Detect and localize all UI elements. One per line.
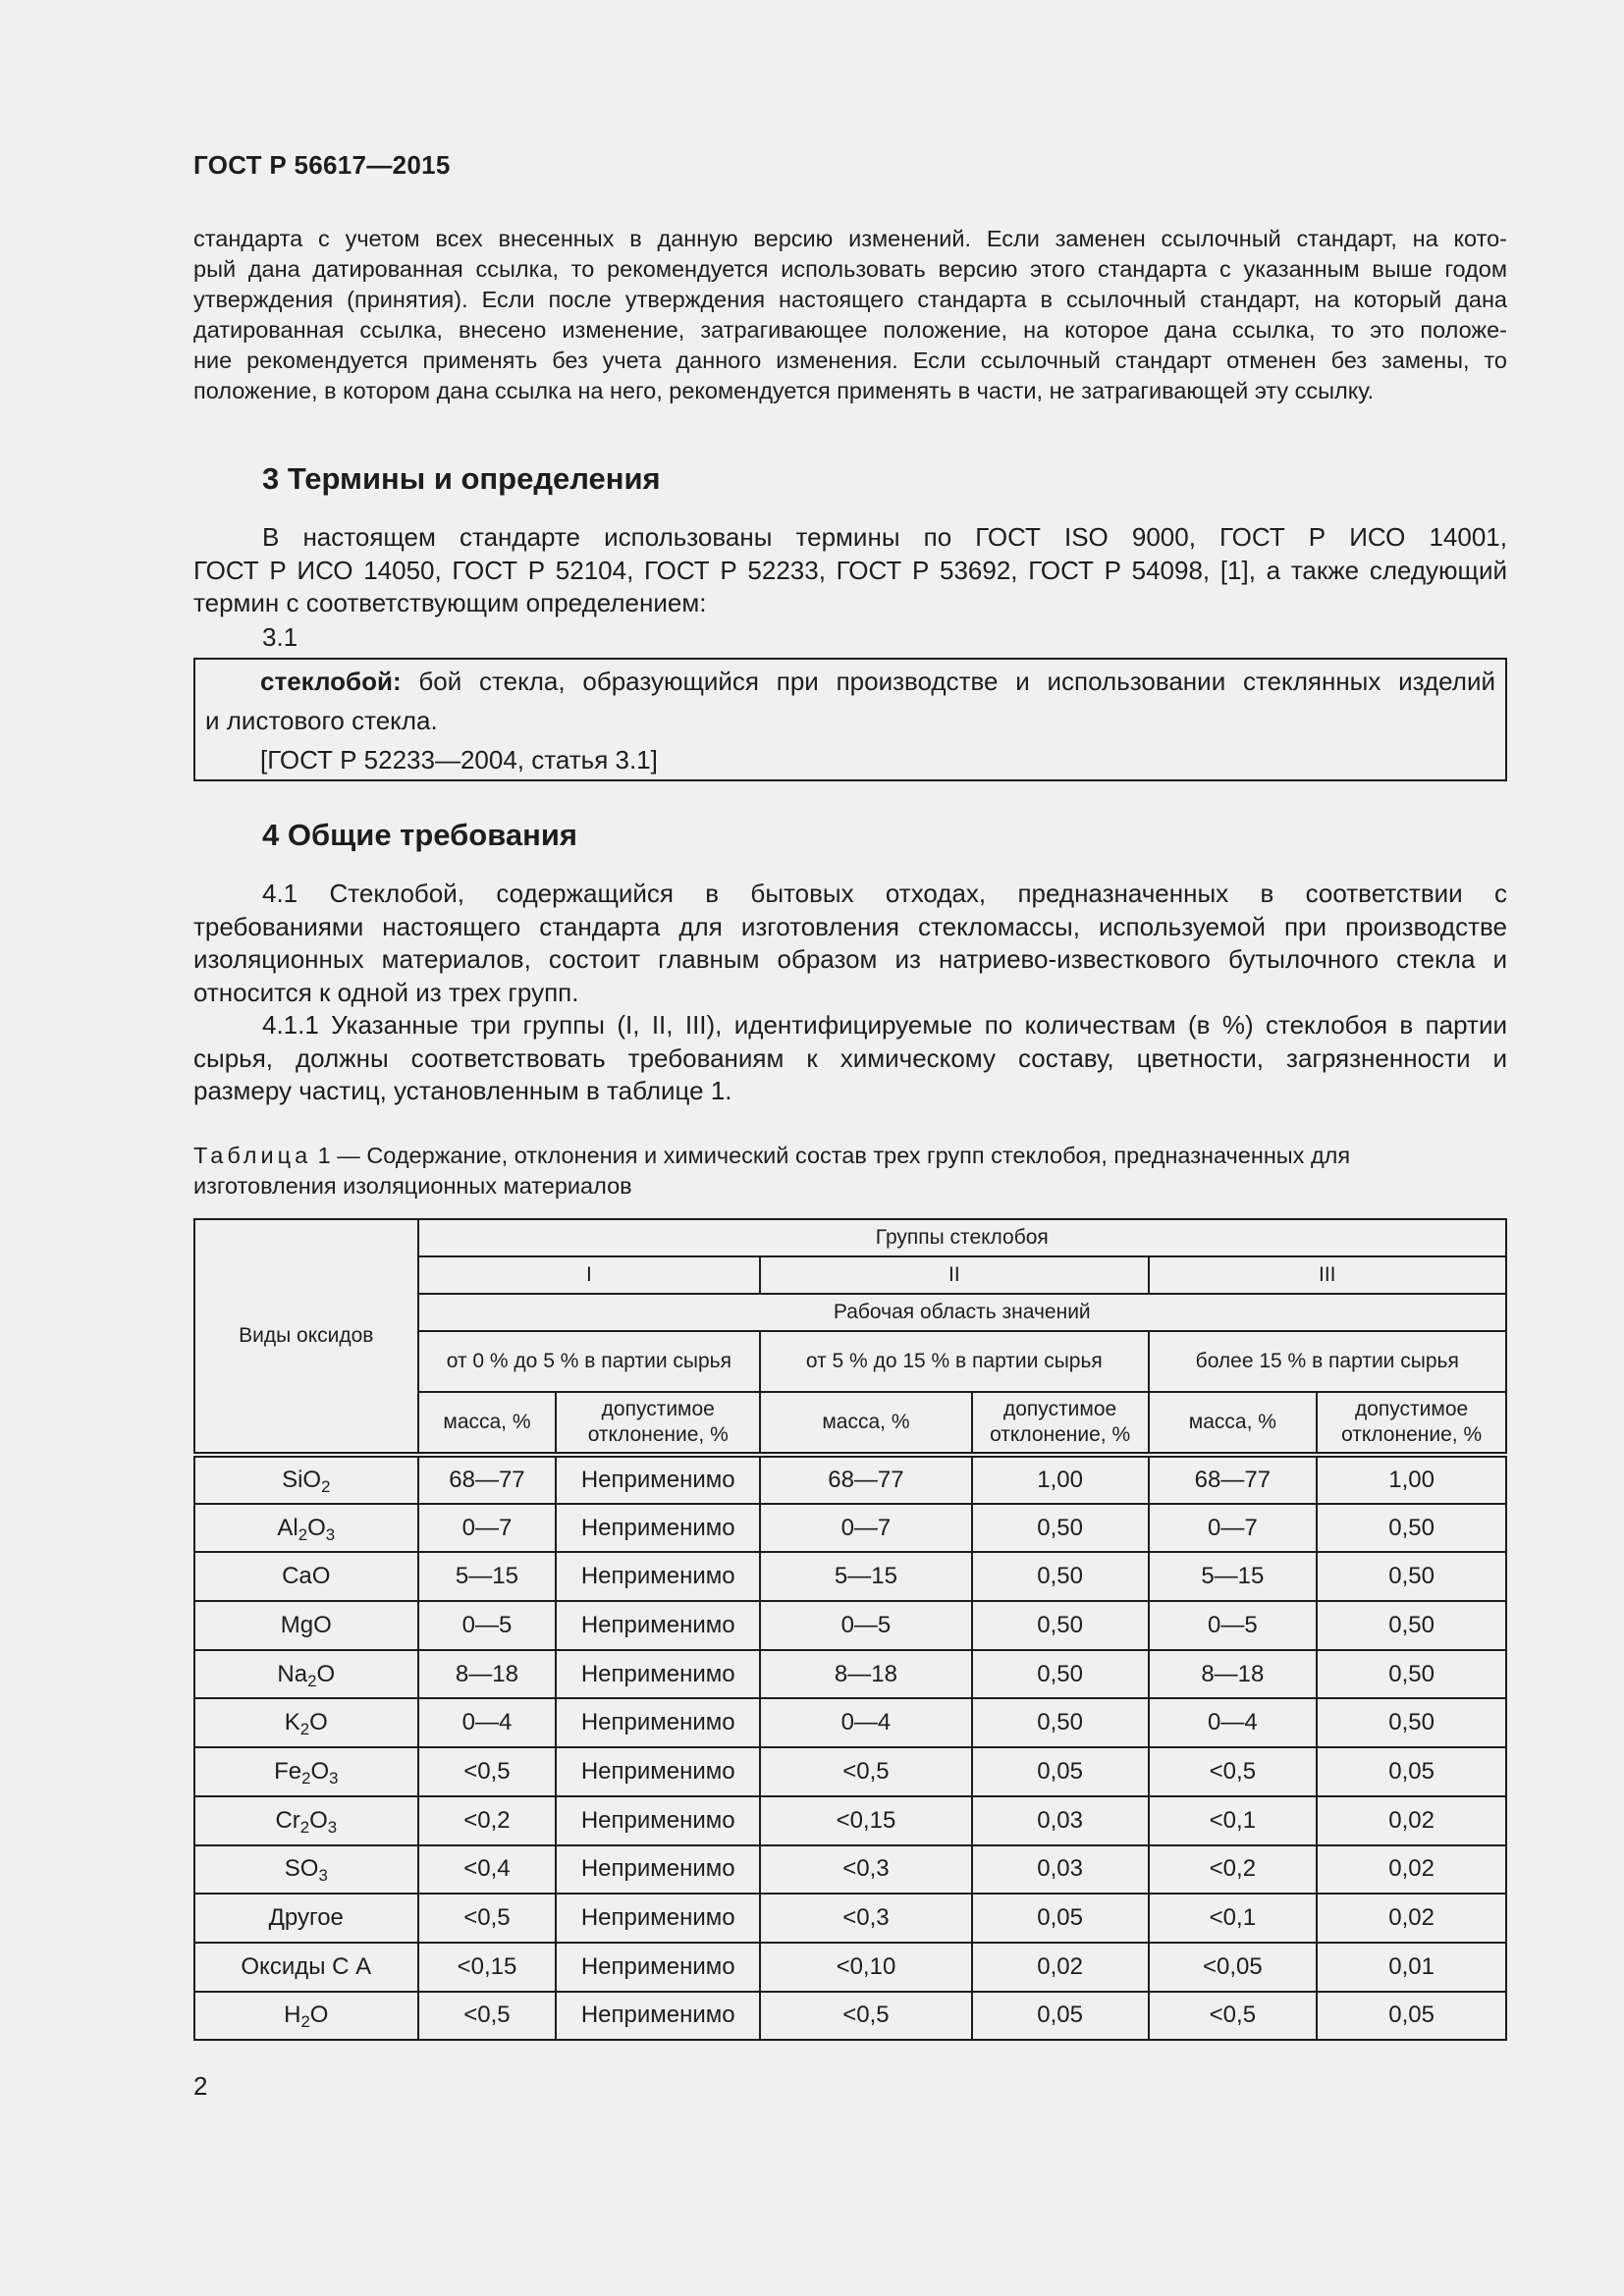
table-row — [194, 1796, 1506, 1845]
formula-part: O — [307, 1514, 326, 1541]
deviation-column-header — [556, 1392, 760, 1455]
section-4-1-paragraph — [193, 878, 1507, 1009]
deviation-cell: 0,03 — [972, 1796, 1149, 1845]
mass-cell: 0—7 — [418, 1504, 557, 1553]
deviation-line: допустимое — [1003, 1398, 1117, 1420]
deviation-cell: 0,50 — [972, 1698, 1149, 1747]
deviation-cell: 0,50 — [1317, 1601, 1506, 1650]
mass-cell: <0,5 — [760, 1992, 972, 2041]
formula-part: Fe — [274, 1757, 302, 1785]
mass-cell: <0,15 — [760, 1796, 972, 1845]
mass-cell: <0,5 — [418, 1894, 557, 1943]
text-line: сырья, должны соответствовать требованиям к химическому составу, цветности, загрязненности и — [193, 1042, 1507, 1073]
group-header: II — [760, 1256, 1148, 1294]
mass-cell: 68—77 — [1149, 1455, 1318, 1504]
deviation-cell: 0,50 — [1317, 1552, 1506, 1601]
text-line: 4.1 Стеклобой, содержащийся в бытовых отходах, предназначенных в соответствии с — [262, 879, 1507, 908]
section-3-heading: 3 Термины и определения — [262, 461, 661, 496]
term-number: 3.1 — [262, 622, 298, 652]
oxide-name-cell — [194, 1650, 418, 1699]
range-header: Рабочая область значений — [418, 1294, 1506, 1331]
text-line: В настоящем стандарте использованы термины по ГОСТ ISO 9000, ГОСТ Р ИСО 14001, — [262, 522, 1507, 552]
table-row — [194, 1601, 1506, 1650]
mass-cell: 68—77 — [418, 1455, 557, 1504]
mass-cell: <0,15 — [418, 1943, 557, 1992]
deviation-cell: Неприменимо — [556, 1992, 760, 2041]
formula-part: Другое — [268, 1904, 344, 1932]
caption-text: 1 — Содержание, отклонения и химический состав трех групп стеклобоя, предназначенных для — [311, 1143, 1351, 1168]
formula-part: Na — [277, 1660, 308, 1687]
deviation-cell: 0,05 — [1317, 1992, 1506, 2041]
definition-line — [205, 662, 1495, 701]
deviation-cell: 0,05 — [972, 1747, 1149, 1796]
deviation-column-header — [972, 1392, 1149, 1455]
mass-column-header: масса, % — [760, 1392, 972, 1455]
mass-cell: 0—4 — [1149, 1698, 1318, 1747]
formula-part: Cr — [275, 1806, 300, 1834]
deviation-cell: 0,50 — [1317, 1650, 1506, 1699]
formula-subscript: 3 — [325, 1524, 336, 1544]
deviation-cell: Неприменимо — [556, 1552, 760, 1601]
deviation-cell: Неприменимо — [556, 1845, 760, 1895]
formula-subscript: 3 — [327, 1817, 338, 1837]
table-caption — [193, 1141, 1507, 1201]
caption-prefix: Таблица — [193, 1143, 312, 1168]
text-line: стандарта с учетом всех внесенных в данную версию изменений. Если заменен ссылочный стандарт, на кото- — [193, 226, 1507, 251]
mass-cell: 5—15 — [760, 1552, 972, 1601]
caption-line — [193, 1141, 1507, 1171]
mass-cell: 0—5 — [1149, 1601, 1318, 1650]
oxide-name-cell — [194, 1747, 418, 1796]
text-line: датированная ссылка, внесено изменение, затрагивающее положение, на которое дана ссылка, то это положе- — [193, 317, 1507, 343]
formula-part: O — [316, 1660, 336, 1687]
deviation-cell: Неприменимо — [556, 1698, 760, 1747]
formula-part: CaO — [282, 1563, 331, 1590]
oxide-name-cell — [194, 1698, 418, 1747]
mass-cell: <0,2 — [418, 1796, 557, 1845]
mass-cell: <0,5 — [418, 1747, 557, 1796]
mass-cell: 0—4 — [760, 1698, 972, 1747]
formula-subscript: 2 — [300, 2012, 310, 2032]
formula-part: O — [309, 1709, 328, 1736]
section-4-1-1-paragraph — [193, 1009, 1507, 1108]
mass-cell: 68—77 — [760, 1455, 972, 1504]
formula-subscript: 3 — [318, 1866, 328, 1886]
oxide-name-cell — [194, 1504, 418, 1553]
text-line: ГОСТ Р ИСО 14050, ГОСТ Р 52104, ГОСТ Р 52233, ГОСТ Р 53692, ГОСТ Р 54098, [1], а также следующий — [193, 555, 1507, 585]
mass-cell: <0,5 — [1149, 1747, 1318, 1796]
table-row — [194, 1698, 1506, 1747]
table-row — [194, 1992, 1506, 2041]
table-row — [194, 1552, 1506, 1601]
formula-subscript: 2 — [321, 1476, 331, 1496]
formula-subscript: 2 — [298, 1524, 308, 1544]
deviation-line: отклонение, % — [990, 1423, 1131, 1446]
deviation-cell: Неприменимо — [556, 1796, 760, 1845]
term-name: стеклобой: — [260, 667, 402, 696]
mass-cell: 0—5 — [418, 1601, 557, 1650]
mass-cell: 5—15 — [1149, 1552, 1318, 1601]
text-line: 4.1.1 Указанные три группы (I, II, III), идентифицируемые по количествам (в %) стеклобоя в партии — [262, 1010, 1507, 1040]
deviation-cell: Неприменимо — [556, 1455, 760, 1504]
deviation-column-header — [1317, 1392, 1506, 1455]
deviation-cell: Неприменимо — [556, 1894, 760, 1943]
text-line: требованиями настоящего стандарта для изготовления стекломассы, используемой при производстве — [193, 911, 1507, 941]
section-3-paragraph — [193, 521, 1507, 620]
definition-text: бой стекла, образующийся при производстве и использовании стеклянных изделий — [401, 667, 1495, 696]
term-definition-box — [193, 658, 1507, 781]
oxide-name-cell — [194, 1455, 418, 1504]
deviation-cell: 0,02 — [1317, 1845, 1506, 1895]
page-number: 2 — [193, 2071, 208, 2101]
formula-part: H — [284, 2002, 301, 2029]
definition-line: и листового стекла. — [205, 706, 438, 735]
deviation-cell: 0,50 — [972, 1650, 1149, 1699]
deviation-cell: 0,03 — [972, 1845, 1149, 1895]
formula-part: K — [284, 1709, 300, 1736]
deviation-cell: 0,05 — [972, 1992, 1149, 2041]
table-row — [194, 1650, 1506, 1699]
text-line: изоляционных материалов, состоит главным образом из натриево-известкового бутылочного стекла и — [193, 944, 1507, 974]
range-label: от 0 % до 5 % в партии сырья — [418, 1331, 761, 1392]
group-header: III — [1149, 1256, 1506, 1294]
formula-part: O — [309, 1806, 328, 1834]
formula-part: MgO — [280, 1611, 332, 1638]
formula-subscript: 2 — [301, 1769, 311, 1788]
text-line: термин с соответствующим определением: — [193, 588, 707, 617]
table-body — [194, 1455, 1506, 2040]
table-row — [194, 1894, 1506, 1943]
mass-cell: <0,2 — [1149, 1845, 1318, 1895]
table-row — [194, 1455, 1506, 1504]
mass-cell: <0,5 — [1149, 1992, 1318, 2041]
formula-subscript: 2 — [299, 1720, 310, 1739]
mass-cell: <0,10 — [760, 1943, 972, 1992]
text-line: утверждения (принятия). Если после утверждения настоящего стандарта в ссылочный стандарт, на который дана — [193, 287, 1507, 312]
formula-part: SO — [284, 1855, 319, 1883]
mass-cell: <0,05 — [1149, 1943, 1318, 1992]
deviation-line: отклонение, % — [1341, 1423, 1483, 1446]
document-code: ГОСТ Р 56617—2015 — [193, 150, 451, 180]
deviation-cell: Неприменимо — [556, 1504, 760, 1553]
mass-cell: 8—18 — [1149, 1650, 1318, 1699]
caption-line: изготовления изоляционных материалов — [193, 1173, 632, 1199]
formula-subscript: 2 — [299, 1817, 310, 1837]
formula-part: Оксиды С А — [241, 1952, 372, 1980]
deviation-cell: Неприменимо — [556, 1943, 760, 1992]
mass-cell: <0,1 — [1149, 1894, 1318, 1943]
mass-cell: 8—18 — [418, 1650, 557, 1699]
mass-cell: <0,5 — [760, 1747, 972, 1796]
mass-cell: 0—5 — [760, 1601, 972, 1650]
deviation-cell: 0,02 — [972, 1943, 1149, 1992]
table-row — [194, 1504, 1506, 1553]
mass-cell: <0,1 — [1149, 1796, 1318, 1845]
oxide-name-cell — [194, 1894, 418, 1943]
text-line: размеру частиц, установленным в таблице 1. — [193, 1076, 732, 1105]
deviation-cell: 0,50 — [1317, 1698, 1506, 1747]
deviation-cell: Неприменимо — [556, 1601, 760, 1650]
mass-cell: 5—15 — [418, 1552, 557, 1601]
range-label: более 15 % в партии сырья — [1149, 1331, 1506, 1392]
term-source: [ГОСТ Р 52233—2004, статья 3.1] — [260, 745, 658, 774]
deviation-line: допустимое — [601, 1398, 715, 1420]
oxide-name-cell — [194, 1796, 418, 1845]
mass-cell: 0—4 — [418, 1698, 557, 1747]
mass-cell: 0—7 — [1149, 1504, 1318, 1553]
deviation-cell: 0,50 — [972, 1601, 1149, 1650]
formula-subscript: 3 — [329, 1769, 339, 1788]
deviation-cell: 1,00 — [1317, 1455, 1506, 1504]
mass-cell: <0,3 — [760, 1894, 972, 1943]
mass-column-header: масса, % — [418, 1392, 557, 1455]
mass-cell: <0,5 — [418, 1992, 557, 2041]
deviation-cell: Неприменимо — [556, 1650, 760, 1699]
group-header: I — [418, 1256, 761, 1294]
formula-part: SiO — [282, 1466, 322, 1493]
deviation-cell: 0,05 — [1317, 1747, 1506, 1796]
oxide-name-cell — [194, 1552, 418, 1601]
oxides-table — [193, 1218, 1507, 2041]
section-4-heading: 4 Общие требования — [262, 818, 577, 852]
text-line: ние рекомендуется применять без учета данного изменения. Если ссылочный стандарт отменен без замены, то — [193, 347, 1507, 373]
oxide-name-cell — [194, 1601, 418, 1650]
deviation-cell: 0,50 — [972, 1504, 1149, 1553]
groups-header: Группы стеклобоя — [418, 1219, 1506, 1256]
intro-paragraph — [193, 224, 1507, 406]
deviation-cell: 0,05 — [972, 1894, 1149, 1943]
mass-cell: <0,3 — [760, 1845, 972, 1895]
deviation-line: отклонение, % — [587, 1423, 729, 1446]
text-line: относится к одной из трех групп. — [193, 977, 579, 1007]
deviation-cell: 0,50 — [972, 1552, 1149, 1601]
deviation-cell: 0,01 — [1317, 1943, 1506, 1992]
deviation-cell: 0,02 — [1317, 1796, 1506, 1845]
formula-subscript: 2 — [307, 1671, 317, 1690]
text-line: положение, в котором дана ссылка на него, рекомендуется применять в части, не затрагивающей эту ссылку. — [193, 378, 1375, 403]
text-line: рый дана датированная ссылка, то рекомендуется использовать версию этого стандарта с указанным выше годом — [193, 256, 1507, 282]
formula-part: O — [310, 1757, 330, 1785]
mass-cell: <0,4 — [418, 1845, 557, 1895]
deviation-cell: 0,02 — [1317, 1894, 1506, 1943]
formula-part: Al — [277, 1514, 298, 1541]
oxide-name-cell — [194, 1845, 418, 1895]
table-row — [194, 1845, 1506, 1895]
deviation-cell: 1,00 — [972, 1455, 1149, 1504]
range-label: от 5 % до 15 % в партии сырья — [760, 1331, 1148, 1392]
oxide-name-cell — [194, 1992, 418, 2041]
deviation-cell: 0,50 — [1317, 1504, 1506, 1553]
mass-cell: 8—18 — [760, 1650, 972, 1699]
table-row — [194, 1747, 1506, 1796]
table-row — [194, 1943, 1506, 1992]
oxide-type-header: Виды оксидов — [194, 1219, 418, 1455]
mass-cell: 0—7 — [760, 1504, 972, 1553]
mass-column-header: масса, % — [1149, 1392, 1318, 1455]
deviation-line: допустимое — [1354, 1398, 1469, 1420]
formula-part: O — [309, 2002, 329, 2029]
oxide-name-cell — [194, 1943, 418, 1992]
deviation-cell: Неприменимо — [556, 1747, 760, 1796]
